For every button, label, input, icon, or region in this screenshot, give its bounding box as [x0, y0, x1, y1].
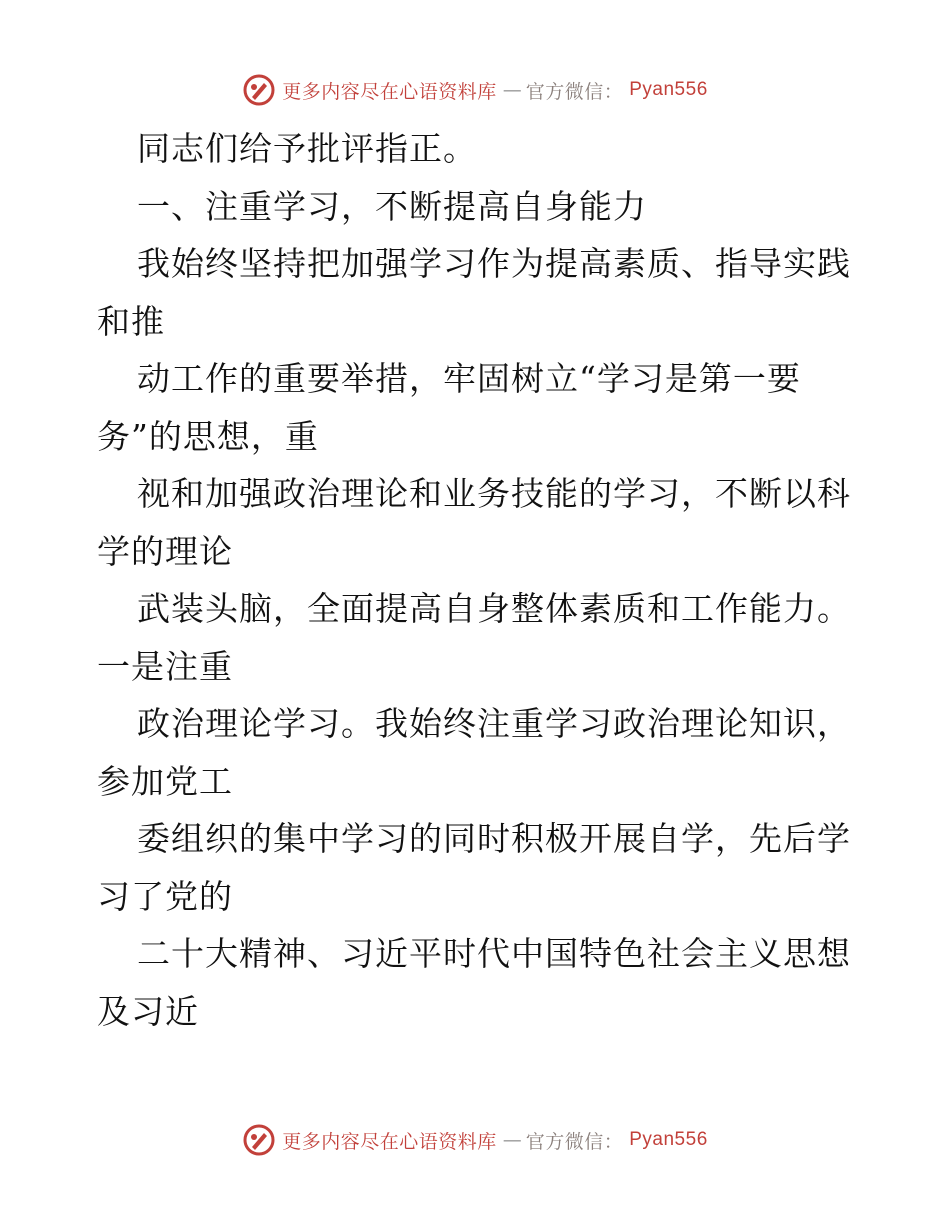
text-line: 学的理论 [97, 531, 233, 571]
footer-watermark [0, 1120, 950, 1160]
pen-logo-icon [242, 1123, 276, 1157]
text-line: 同志们给予批评指正。 [137, 129, 477, 168]
document-body [97, 120, 867, 1040]
text-line: 务”的思想，重 [97, 416, 319, 456]
watermark-account: Pyan556 [629, 79, 708, 100]
watermark-wechat-label: 官方微信： [525, 80, 624, 103]
text-line: 和推 [97, 301, 165, 341]
header-watermark [0, 70, 950, 110]
text-line: 习了党的 [97, 876, 233, 916]
watermark-brand: 更多内容尽在心语资料库 [282, 1130, 497, 1153]
text-line: 政治理论学习。我始终注重学习政治理论知识， [137, 704, 851, 743]
text-line: 及习近 [97, 991, 199, 1031]
watermark-account: Pyan556 [629, 1129, 708, 1150]
text-line: 我始终坚持把加强学习作为提高素质、指导实践 [137, 244, 851, 283]
pen-logo-icon [242, 73, 276, 107]
text-line: 武装头脑，全面提高自身整体素质和工作能力。 [137, 589, 851, 628]
watermark-dash: — [502, 1129, 520, 1151]
text-line: 动工作的重要举措，牢固树立“学习是第一要 [137, 359, 801, 398]
text-line: 一、注重学习，不断提高自身能力 [137, 186, 647, 226]
text-line: 委组织的集中学习的同时积极开展自学，先后学 [137, 819, 851, 858]
text-line: 二十大精神、习近平时代中国特色社会主义思想 [137, 934, 851, 973]
watermark-wechat-label: 官方微信： [525, 1130, 624, 1153]
text-line: 视和加强政治理论和业务技能的学习，不断以科 [137, 474, 851, 513]
text-line: 一是注重 [97, 646, 233, 686]
text-line: 参加党工 [97, 761, 233, 801]
watermark-dash: — [502, 79, 520, 101]
watermark-brand: 更多内容尽在心语资料库 [282, 80, 497, 103]
